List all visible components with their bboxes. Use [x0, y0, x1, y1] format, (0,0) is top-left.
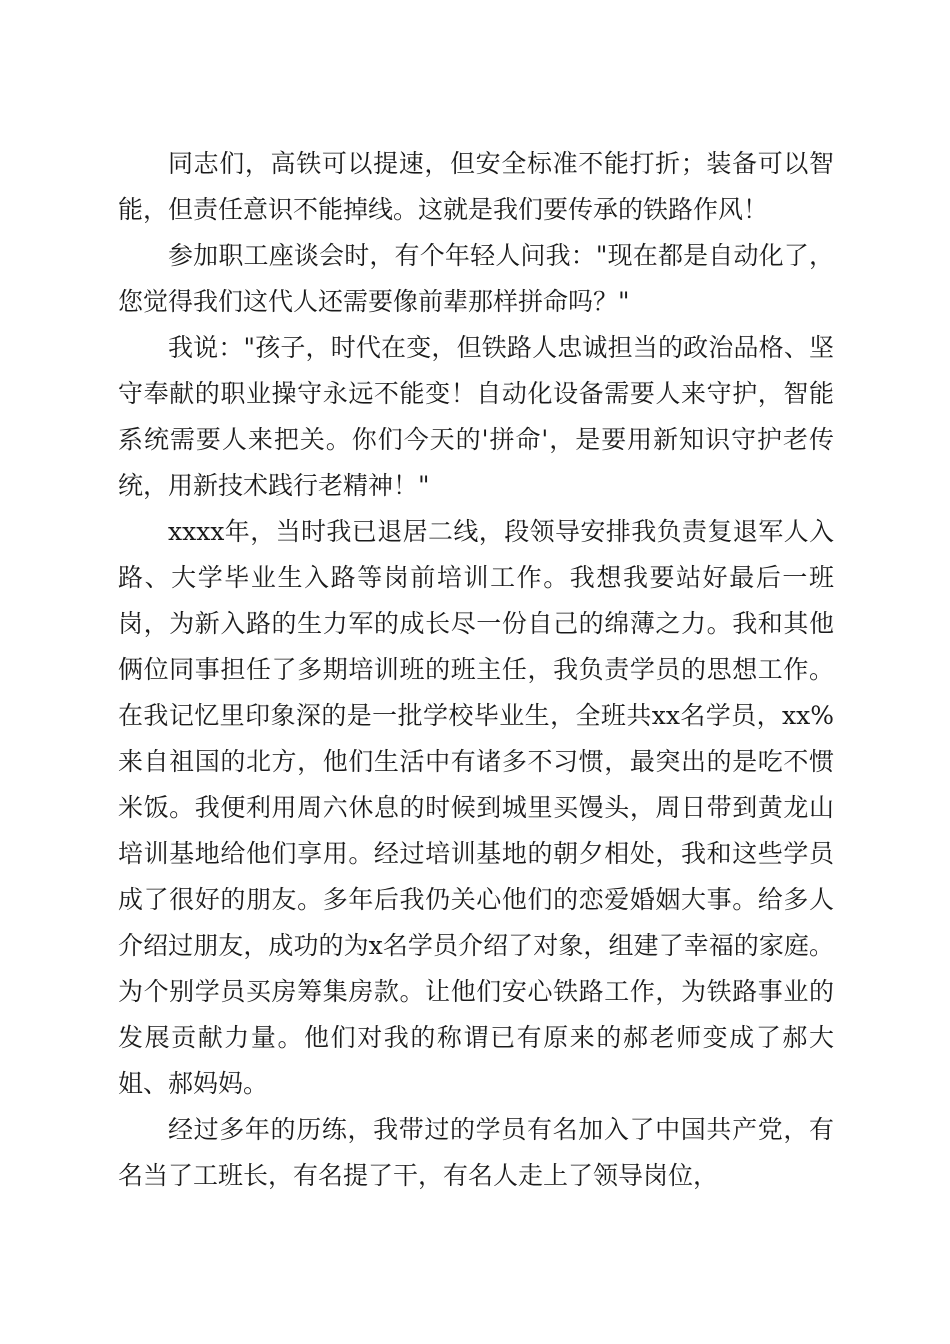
paragraph-3: 我说："孩子，时代在变，但铁路人忠诚担当的政治品格、坚守奉献的职业操守永远不能变！自动化设备需要人来守护，智能系统需要人来把关。你们今天的'拼命'，是要用新知识守护老传统，用新技术践行老精神！" [118, 333, 834, 500]
paragraph-2: 参加职工座谈会时，有个年轻人问我："现在都是自动化了，您觉得我们这代人还需要像前辈那样拼命吗？" [118, 241, 834, 316]
paragraph-5: 经过多年的历练，我带过的学员有名加入了中国共产党，有名当了工班长，有名提了干，有名人走上了领导岗位， [118, 1115, 834, 1190]
document-body [118, 141, 834, 1199]
paragraph-4: xxxx年，当时我已退居二线，段领导安排我负责复退军人入路、大学毕业生入路等岗前培训工作。我想我要站好最后一班岗，为新入路的生力军的成长尽一份自己的绵薄之力。我和其他俩位同事担任了多期培训班的班主任，我负责学员的思想工作。在我记忆里印象深的是一批学校毕业生，全班共xx名学员，xx%来自祖国的北方，他们生活中有诸多不习惯，最突出的是吃不惯米饭。我便利用周六休息的时候到城里买馒头，周日带到黄龙山培训基地给他们享用。经过培训基地的朝夕相处，我和这些学员成了很好的朋友。多年后我仍关心他们的恋爱婚姻大事。给多人介绍过朋友，成功的为x名学员介绍了对象，组建了幸福的家庭。为个别学员买房筹集房款。让他们安心铁路工作，为铁路事业的发展贡献力量。他们对我的称谓已有原来的郝老师变成了郝大姐、郝妈妈。 [118, 517, 834, 1098]
paragraph-1: 同志们，高铁可以提速，但安全标准不能打折；装备可以智能，但责任意识不能掉线。这就是我们要传承的铁路作风！ [118, 149, 834, 224]
